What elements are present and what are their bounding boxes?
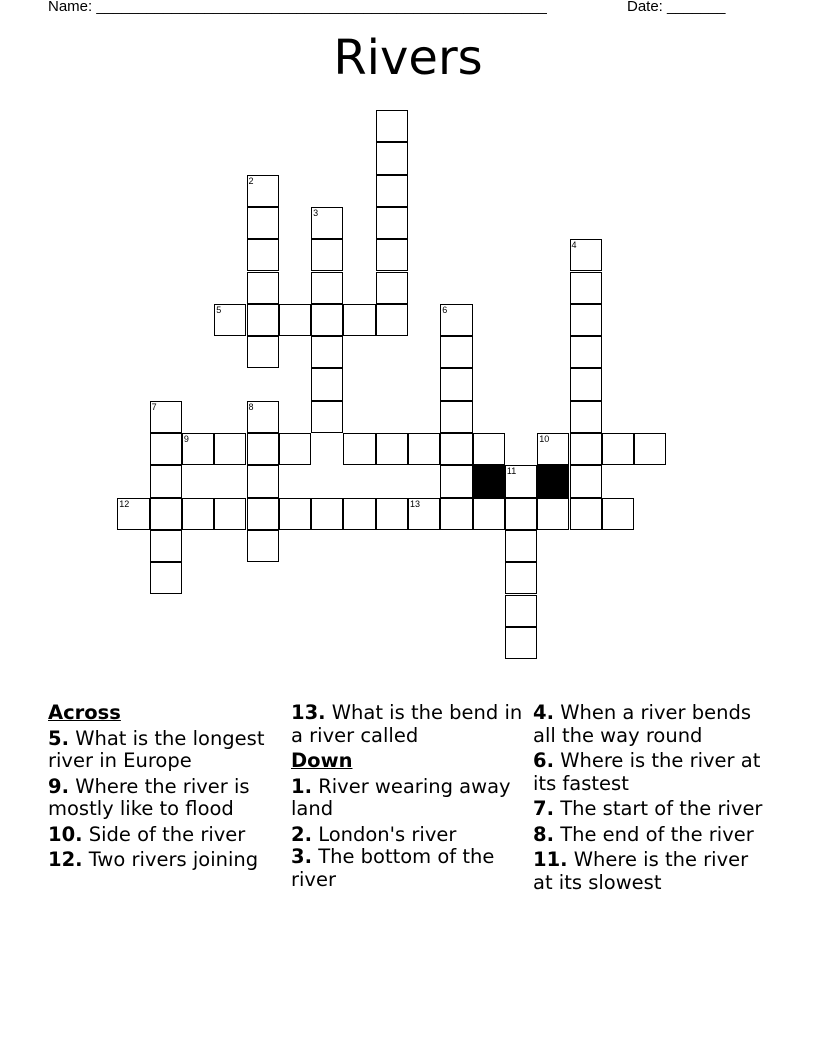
cell-number: 5 — [216, 304, 222, 315]
grid-cell[interactable] — [602, 433, 634, 465]
grid-cell[interactable] — [150, 498, 182, 530]
clue-text: Side of the river — [88, 822, 246, 846]
grid-cell[interactable] — [473, 433, 505, 465]
grid-cell-2[interactable] — [247, 175, 279, 207]
date-field[interactable]: Date: _______ — [627, 0, 726, 15]
grid-cell[interactable] — [570, 433, 602, 465]
grid-cell[interactable] — [408, 433, 440, 465]
grid-cell-4[interactable] — [570, 239, 602, 271]
grid-cell[interactable] — [440, 498, 472, 530]
clue-text: Two rivers joining — [88, 848, 259, 871]
grid-cell[interactable] — [440, 401, 472, 433]
clue-down-11 — [533, 849, 768, 894]
grid-cell[interactable] — [311, 368, 343, 400]
grid-cell[interactable] — [570, 465, 602, 497]
grid-cell[interactable] — [279, 433, 311, 465]
grid-cell[interactable] — [634, 433, 666, 465]
grid-cell[interactable] — [440, 465, 472, 497]
grid-cell[interactable] — [505, 627, 537, 659]
grid-cell[interactable] — [376, 304, 408, 336]
grid-cell[interactable] — [537, 498, 569, 530]
clues-column-3 — [533, 702, 768, 897]
black-cell — [473, 465, 505, 497]
grid-cell[interactable] — [247, 336, 279, 368]
cell-number: 11 — [506, 466, 517, 477]
clue-number: 4. — [533, 701, 554, 724]
cell-number: 13 — [410, 498, 421, 509]
clue-number: 6. — [533, 749, 554, 772]
black-cell — [537, 465, 569, 497]
grid-cell-5[interactable] — [214, 304, 246, 336]
grid-cell-3[interactable] — [311, 207, 343, 239]
clue-number: 1. — [291, 774, 312, 798]
grid-cell-11[interactable] — [505, 465, 537, 497]
grid-cell[interactable] — [247, 465, 279, 497]
grid-cell[interactable] — [376, 272, 408, 304]
grid-cell-6[interactable] — [440, 304, 472, 336]
clue-across-5 — [48, 728, 280, 773]
grid-cell-10[interactable] — [537, 433, 569, 465]
grid-cell[interactable] — [182, 498, 214, 530]
clue-number: 12. — [48, 848, 83, 871]
grid-cell[interactable] — [150, 433, 182, 465]
cell-number: 8 — [248, 401, 254, 412]
grid-cell[interactable] — [247, 239, 279, 271]
clues-column-2 — [291, 702, 523, 894]
clue-across-12 — [48, 849, 280, 872]
grid-cell[interactable] — [376, 110, 408, 142]
grid-cell[interactable] — [376, 498, 408, 530]
grid-cell[interactable] — [440, 368, 472, 400]
grid-cell[interactable] — [247, 207, 279, 239]
grid-cell[interactable] — [311, 336, 343, 368]
cell-number: 7 — [151, 401, 157, 412]
cell-number: 10 — [539, 434, 550, 444]
clue-across-9 — [48, 776, 280, 821]
grid-cell[interactable] — [602, 498, 634, 530]
cell-number: 9 — [183, 434, 189, 444]
grid-cell[interactable] — [311, 239, 343, 271]
grid-cell[interactable] — [440, 433, 472, 465]
grid-cell[interactable] — [570, 336, 602, 368]
clues-column-1 — [48, 702, 280, 875]
cell-number: 6 — [442, 304, 448, 315]
clue-down-3 — [291, 846, 523, 891]
page-title: Rivers — [333, 30, 483, 86]
grid-cell-13[interactable] — [408, 498, 440, 530]
clue-number: 3. — [291, 845, 312, 868]
clue-number: 7. — [533, 797, 554, 820]
clue-text: Where the river is mostly like to flood — [48, 774, 250, 820]
clue-across-10 — [48, 824, 280, 847]
clue-across-13 — [291, 702, 523, 747]
grid-cell[interactable] — [311, 498, 343, 530]
grid-cell[interactable] — [150, 530, 182, 562]
clue-text: Where is the river at its fastest — [533, 749, 761, 795]
grid-cell[interactable] — [376, 142, 408, 174]
clue-text: London's river — [318, 822, 457, 846]
clue-text: The start of the river — [560, 797, 763, 820]
cell-number: 2 — [248, 175, 254, 186]
clue-number: 11. — [533, 848, 568, 871]
grid-cell[interactable] — [279, 498, 311, 530]
clue-text: When a river bends all the way round — [533, 701, 751, 747]
grid-cell[interactable] — [311, 304, 343, 336]
grid-cell[interactable] — [214, 498, 246, 530]
cell-number: 12 — [119, 498, 130, 509]
grid-cell[interactable] — [570, 272, 602, 304]
grid-cell[interactable] — [505, 530, 537, 562]
clue-text: The end of the river — [560, 822, 754, 846]
clue-down-6 — [533, 750, 768, 795]
grid-cell-8[interactable] — [247, 401, 279, 433]
grid-cell[interactable] — [570, 304, 602, 336]
clue-down-1 — [291, 776, 523, 821]
grid-cell-12[interactable] — [117, 498, 149, 530]
grid-cell[interactable] — [343, 433, 375, 465]
cell-number: 3 — [313, 207, 319, 218]
clue-number: 13. — [291, 701, 326, 724]
grid-cell[interactable] — [570, 498, 602, 530]
grid-cell-9[interactable] — [182, 433, 214, 465]
grid-cell[interactable] — [343, 304, 375, 336]
grid-cell[interactable] — [570, 368, 602, 400]
clue-text: What is the bend in a river called — [291, 701, 523, 747]
grid-cell[interactable] — [440, 336, 472, 368]
grid-cell[interactable] — [473, 498, 505, 530]
grid-cell[interactable] — [376, 207, 408, 239]
grid-cell[interactable] — [376, 239, 408, 271]
clue-number: 8. — [533, 822, 554, 846]
clue-down-8 — [533, 824, 768, 847]
grid-cell[interactable] — [505, 562, 537, 594]
clue-number: 9. — [48, 774, 69, 798]
name-field[interactable]: Name: ______________________________________________________ — [48, 0, 547, 15]
grid-cell-7[interactable] — [150, 401, 182, 433]
down-heading: Down — [291, 749, 353, 772]
clue-text: River wearing away land — [291, 774, 511, 820]
grid-cell[interactable] — [279, 304, 311, 336]
grid-cell[interactable] — [214, 433, 246, 465]
grid-cell[interactable] — [150, 562, 182, 594]
cell-number: 4 — [571, 240, 577, 251]
clue-text: Where is the river at its slowest — [533, 848, 749, 894]
clue-down-2 — [291, 824, 523, 847]
clue-number: 2. — [291, 822, 312, 846]
clue-text: What is the longest river in Europe — [48, 726, 265, 772]
across-heading: Across — [48, 701, 121, 724]
grid-cell[interactable] — [247, 272, 279, 304]
grid-cell[interactable] — [150, 465, 182, 497]
clue-number: 5. — [48, 726, 69, 750]
grid-cell[interactable] — [311, 401, 343, 433]
clue-text: The bottom of the river — [291, 845, 495, 891]
grid-cell[interactable] — [247, 433, 279, 465]
grid-cell[interactable] — [247, 530, 279, 562]
grid-cell[interactable] — [376, 175, 408, 207]
grid-cell[interactable] — [505, 595, 537, 627]
clue-down-7 — [533, 798, 768, 821]
grid-cell[interactable] — [343, 498, 375, 530]
grid-cell[interactable] — [570, 401, 602, 433]
clue-down-4 — [533, 702, 768, 747]
grid-cell[interactable] — [376, 433, 408, 465]
grid-cell[interactable] — [247, 498, 279, 530]
grid-cell[interactable] — [247, 304, 279, 336]
clue-number: 10. — [48, 822, 83, 846]
grid-cell[interactable] — [311, 272, 343, 304]
grid-cell[interactable] — [505, 498, 537, 530]
